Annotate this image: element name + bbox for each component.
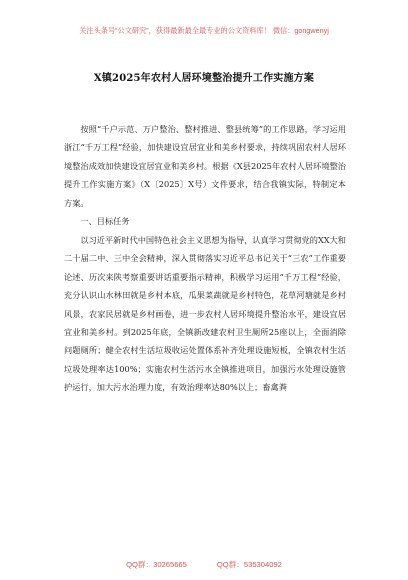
document-title: X镇2025年农村人居环境整治提升工作实施方案 [93, 73, 315, 84]
document-body [64, 120, 346, 397]
footer-qq-groups [0, 559, 408, 570]
footer-qq-group-1: QQ群：30265665 [126, 560, 187, 569]
targets-paragraph: 以习近平新时代中国特色社会主义思想为指导，认真学习贯彻党的XX大和二十届二中、三中全会精神，深入贯彻落实习近平总书记关于“三农”工作重要论述、历次来陕考察重要讲话重要指示精神，积极学习运用“千万工程”经验，充分认识山水林田就是乡村本底，瓜果菜蔬就是乡村特色，花草河塘就是乡村风景，农家民居就是乡村画卷，进一步农村人居环境提升整治水平，建设宜居宜业和美乡村。到2025年底，全镇新改建农村卫生厕所25座以上，全面消除问题厕所；健全农村生活垃圾收运处置体系补齐处理设施短板，全镇农村生活垃圾处理率达100%；实施农村生活污水全镇推进项目，加强污水处理设施管护运行，加大污水治理力度，有效治理率达80%以上；畜禽粪 [64, 234, 346, 393]
footer-qq-group-2: QQ群：535304092 [216, 560, 282, 569]
intro-paragraph: 按照“千户示范、万户整治、整村推进、整县统筹”的工作思路，学习运用浙江“千万工程”经验，加快建设宜居宜业和美乡村要求，持续巩固农村人居环境整治成效加快建设宜居宜业和美乡村。根据《X县2025年农村人居环境整治提升工作实施方案》（X〔2025〕X号）文件要求，结合我镇实际，特制定本方案。 [64, 124, 346, 208]
header-promo-note: 关注头条号“公文研究”，获得最新最全最专业的公文资料库！ 微信：gongwenyj [79, 26, 329, 35]
section-heading-targets: 一、目标任务 [80, 216, 130, 227]
